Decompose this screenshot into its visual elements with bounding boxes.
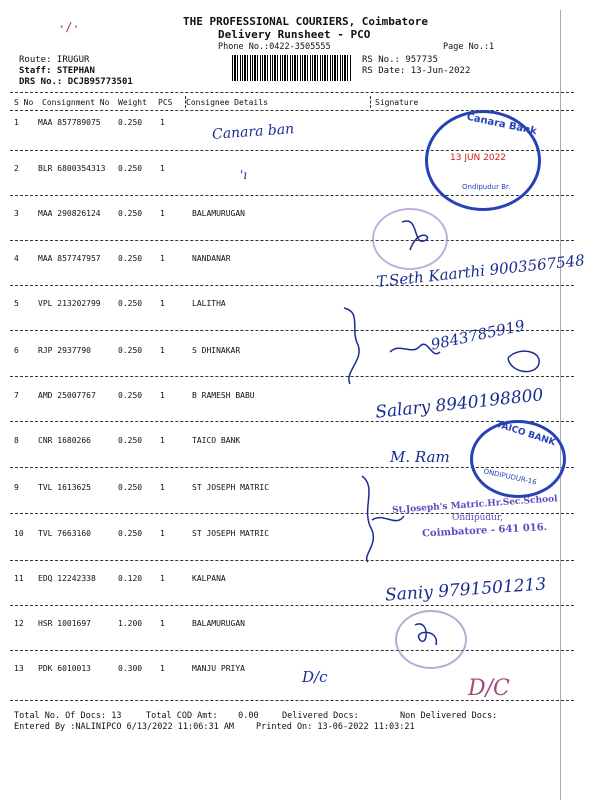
row-pcs: 1 [160, 483, 165, 492]
row-sno: 8 [14, 436, 19, 445]
col-consignment: Consignment No [42, 98, 110, 107]
bracket-stroke-lower [362, 476, 373, 562]
row-pcs: 1 [160, 619, 165, 628]
row-pcs: 1 [160, 529, 165, 538]
row-weight: 0.250 [118, 299, 143, 308]
row-pcs: 1 [160, 436, 165, 445]
footer-entered-by: Entered By :NALINIPCO 6/13/2022 11:06:31 AM [14, 722, 235, 732]
row-weight: 0.120 [118, 574, 143, 583]
row-consignee: BALAMURUGAN [192, 209, 245, 218]
row-consignment: TVL 7663160 [38, 529, 91, 538]
row-weight: 0.250 [118, 529, 143, 538]
row-consignment: HSR 1001697 [38, 619, 91, 628]
col-pcs: PCS [158, 98, 173, 107]
canara-stamp-place: Ondipudur Br. [462, 183, 511, 191]
row-pcs: 1 [160, 664, 165, 673]
row-consignee: MANJU PRIYA [192, 664, 245, 673]
row-pcs: 1 [160, 209, 165, 218]
row-consignment: MAA 857747957 [38, 254, 101, 263]
row-consignment: BLR 6800354313 [38, 164, 106, 173]
signature-scribble-row3 [402, 221, 427, 250]
row-consignment: TVL 1613625 [38, 483, 91, 492]
row-consignee: KALPANA [192, 574, 226, 583]
row-sno: 12 [14, 619, 24, 628]
handwriting-row1: Canara ban [211, 121, 295, 143]
rs-date: RS Date: 13-Jun-2022 [362, 66, 471, 76]
row-sno: 10 [14, 529, 24, 538]
company-title: THE PROFESSIONAL COURIERS, Coimbatore [183, 15, 429, 28]
row-sno: 5 [14, 299, 19, 308]
taico-stamp-title: TAICO BANK [494, 419, 557, 449]
row-pcs: 1 [160, 391, 165, 400]
col-consignee: Consignee Details [186, 98, 268, 107]
row-pcs: 1 [160, 299, 165, 308]
row-weight: 0.250 [118, 254, 143, 263]
col-sno: S No [14, 98, 34, 107]
row-consignment: AMD 25007767 [38, 391, 96, 400]
row-sno: 7 [14, 391, 19, 400]
row-consignment: VPL 213202799 [38, 299, 101, 308]
school-stamp-line1: St.Joseph's Matric.Hr.Sec.School [391, 494, 558, 516]
row-consignment: CNR 1680266 [38, 436, 91, 445]
footer-delivered: Delivered Docs: [282, 711, 359, 721]
row-consignee: NANDANAR [192, 254, 231, 263]
handwriting-row7: Salary 8940198800 [374, 385, 545, 423]
staff-label: Staff: STEPHAN [19, 66, 95, 76]
row-sno: 13 [14, 664, 24, 673]
row-pcs: 1 [160, 254, 165, 263]
row-weight: 0.250 [118, 436, 143, 445]
handwriting-row11: Saniy 9791501213 [384, 574, 547, 606]
row-weight: 1.200 [118, 619, 143, 628]
row-weight: 0.250 [118, 164, 143, 173]
page-number: Page No.:1 [443, 42, 495, 52]
row-sno: 4 [14, 254, 19, 263]
signature-scribble-row6 [390, 344, 440, 354]
row-consignment: PDK 6010013 [38, 664, 91, 673]
drs-number: DRS No.: DCJB95773501 [19, 77, 133, 87]
footer-printed-on: Printed On: 13-06-2022 11:03:21 [256, 722, 415, 732]
handwriting-row13a: D/c [302, 668, 328, 686]
row-sno: 1 [14, 118, 19, 127]
runsheet-subtitle: Delivery Runsheet - PCO [218, 28, 371, 41]
bracket-stroke-upper [344, 308, 359, 384]
row-consignee: ST JOSEPH MATRIC [192, 483, 270, 492]
signature-scribble-row12 [415, 624, 436, 645]
school-stamp-line2: Ondipudur, [452, 513, 504, 523]
row-weight: 0.250 [118, 346, 143, 355]
row-consignment: EDQ 12242338 [38, 574, 96, 583]
signature-circle-row6 [508, 351, 539, 371]
row-sno: 2 [14, 164, 19, 173]
row-pcs: 1 [160, 164, 165, 173]
signature-scribble-row10 [372, 516, 404, 521]
row-sno: 9 [14, 483, 19, 492]
row-weight: 0.250 [118, 118, 143, 127]
footer-non-delivered: Non Delivered Docs: [400, 711, 498, 721]
row-weight: 0.250 [118, 209, 143, 218]
row-consignee: ST JOSEPH MATRIC [192, 529, 270, 538]
canara-stamp-date: 13 JUN 2022 [450, 153, 507, 163]
row-weight: 0.250 [118, 391, 143, 400]
row-consignee: LALITHA [192, 299, 226, 308]
school-stamp-line3: Coimbatore - 641 016. [421, 522, 548, 540]
row-weight: 0.300 [118, 664, 143, 673]
row-consignment: MAA 857789075 [38, 118, 101, 127]
row-consignee: TAICO BANK [192, 436, 241, 445]
row-weight: 0.250 [118, 483, 143, 492]
row-consignee: BALAMURUGAN [192, 619, 245, 628]
rs-number: RS No.: 957735 [362, 55, 438, 65]
footer-total-docs: Total No. Of Docs: 13 [14, 711, 122, 721]
taico-stamp-place: ONDIPUDUR-16 [482, 467, 538, 487]
handwriting-row8: M. Ram [390, 448, 450, 466]
row-sno: 3 [14, 209, 19, 218]
row-consignee: B RAMESH BABU [192, 391, 255, 400]
handwriting-row4: T.Seth Kaarthi 9003567548 [375, 251, 586, 291]
row-sno: 6 [14, 346, 19, 355]
handwriting-row6: 9843785919 [429, 316, 527, 354]
col-signature: Signature [375, 98, 419, 107]
row-sno: 11 [14, 574, 24, 583]
footer-total-cod: Total COD Amt: 0.00 [146, 711, 259, 721]
handwriting-row13b: D/C [468, 676, 510, 701]
handwriting-row2: 'ı [240, 168, 248, 182]
row-pcs: 1 [160, 574, 165, 583]
col-weight: Weight [118, 98, 147, 107]
row-pcs: 1 [160, 118, 165, 127]
canara-stamp-title: Canara Bank [465, 111, 538, 138]
row-consignment: RJP 2937790 [38, 346, 91, 355]
row-pcs: 1 [160, 346, 165, 355]
phone-number: Phone No.:0422-3505555 [218, 42, 331, 52]
row-consignee: S DHINAKAR [192, 346, 241, 355]
corner-mark: ·/· [58, 20, 80, 34]
row-consignment: MAA 290826124 [38, 209, 101, 218]
route-label: Route: IRUGUR [19, 55, 90, 65]
